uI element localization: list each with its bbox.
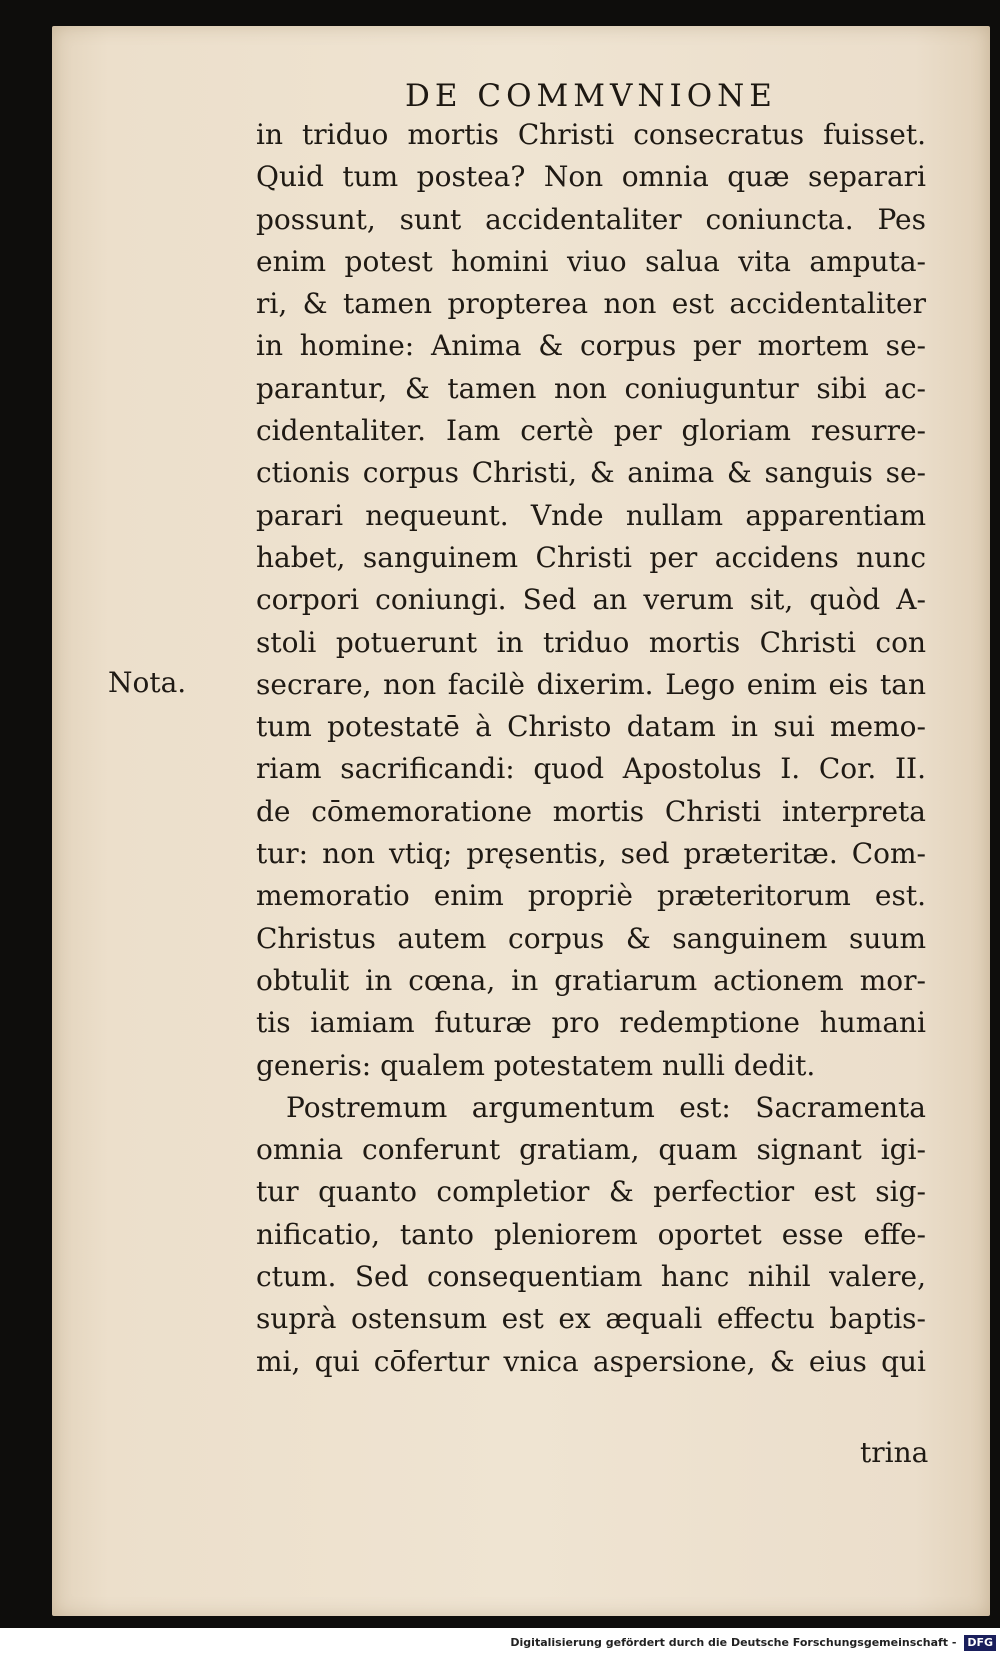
text-line: parantur, & tamen non coniuguntur sibi ac-	[256, 371, 926, 405]
text-line: stoli potuerunt in triduo mortis Christi con	[256, 625, 926, 659]
text-line: tur: non vtiq; pręsentis, sed præteritæ. Com-	[256, 837, 926, 871]
text-line: Christus autem corpus & sanguinem suum	[256, 921, 926, 955]
text-line: de cōmemoratione mortis Christi interpreta	[256, 794, 926, 828]
text-line: ctionis corpus Christi, & anima & sanguis se-	[256, 456, 926, 490]
digitization-credit-bar	[0, 1628, 1000, 1658]
text-line: Quid tum postea? Non omnia quæ separari	[256, 160, 926, 194]
dfg-logo: DFG	[964, 1635, 996, 1651]
text-line: suprà ostensum est ex æquali effectu baptis-	[256, 1302, 926, 1336]
text-line: ri, & tamen propterea non est accidentaliter	[256, 287, 926, 321]
text-line: tum potestatē à Christo datam in sui memo-	[256, 710, 926, 744]
text-line: in homine: Anima & corpus per mortem se-	[256, 329, 926, 363]
text-line: riam sacrificandi: quod Apostolus I. Cor. II.	[256, 752, 926, 786]
text-line: tis iamiam futuræ pro redemptione humani	[256, 1006, 926, 1040]
margin-note: Nota.	[108, 666, 187, 699]
text-line: enim potest homini viuo salua vita amputa-	[256, 244, 926, 278]
text-line: ctum. Sed consequentiam hanc nihil valere,	[256, 1260, 926, 1294]
text-line: mi, qui cōfertur vnica aspersione, & eius qui	[256, 1344, 926, 1378]
text-line: obtulit in cœna, in gratiarum actionem mor-	[256, 963, 926, 997]
text-line: nificatio, tanto pleniorem oportet esse effe-	[256, 1217, 926, 1251]
catchword: trina	[860, 1436, 929, 1469]
text-line: corpori coniungi. Sed an verum sit, quòd A-	[256, 583, 926, 617]
text-line: secrare, non facilè dixerim. Lego enim eis tan	[256, 667, 926, 701]
body-text	[256, 114, 926, 1383]
text-line: tur quanto completior & perfectior est sig-	[256, 1175, 926, 1209]
text-line: generis: qualem potestatem nulli dedit.	[256, 1048, 816, 1082]
book-page	[52, 26, 990, 1616]
text-line: Postremum argumentum est: Sacramenta	[286, 1090, 926, 1124]
text-line: possunt, sunt accidentaliter coniuncta. Pes	[256, 202, 926, 236]
text-line: memoratio enim propriè præteritorum est.	[256, 879, 926, 913]
text-line: parari nequeunt. Vnde nullam apparentiam	[256, 498, 926, 532]
text-line: habet, sanguinem Christi per accidens nunc	[256, 540, 926, 574]
text-line: omnia conferunt gratiam, quam signant igi-	[256, 1133, 926, 1167]
running-title: DE COMMVNIONE	[405, 78, 777, 114]
digitization-credit: Digitalisierung gefördert durch die Deutsche Forschungsgemeinschaft -	[510, 1636, 957, 1649]
text-line: cidentaliter. Iam certè per gloriam resurre-	[256, 414, 926, 448]
text-line: in triduo mortis Christi consecratus fuisset.	[256, 118, 926, 151]
